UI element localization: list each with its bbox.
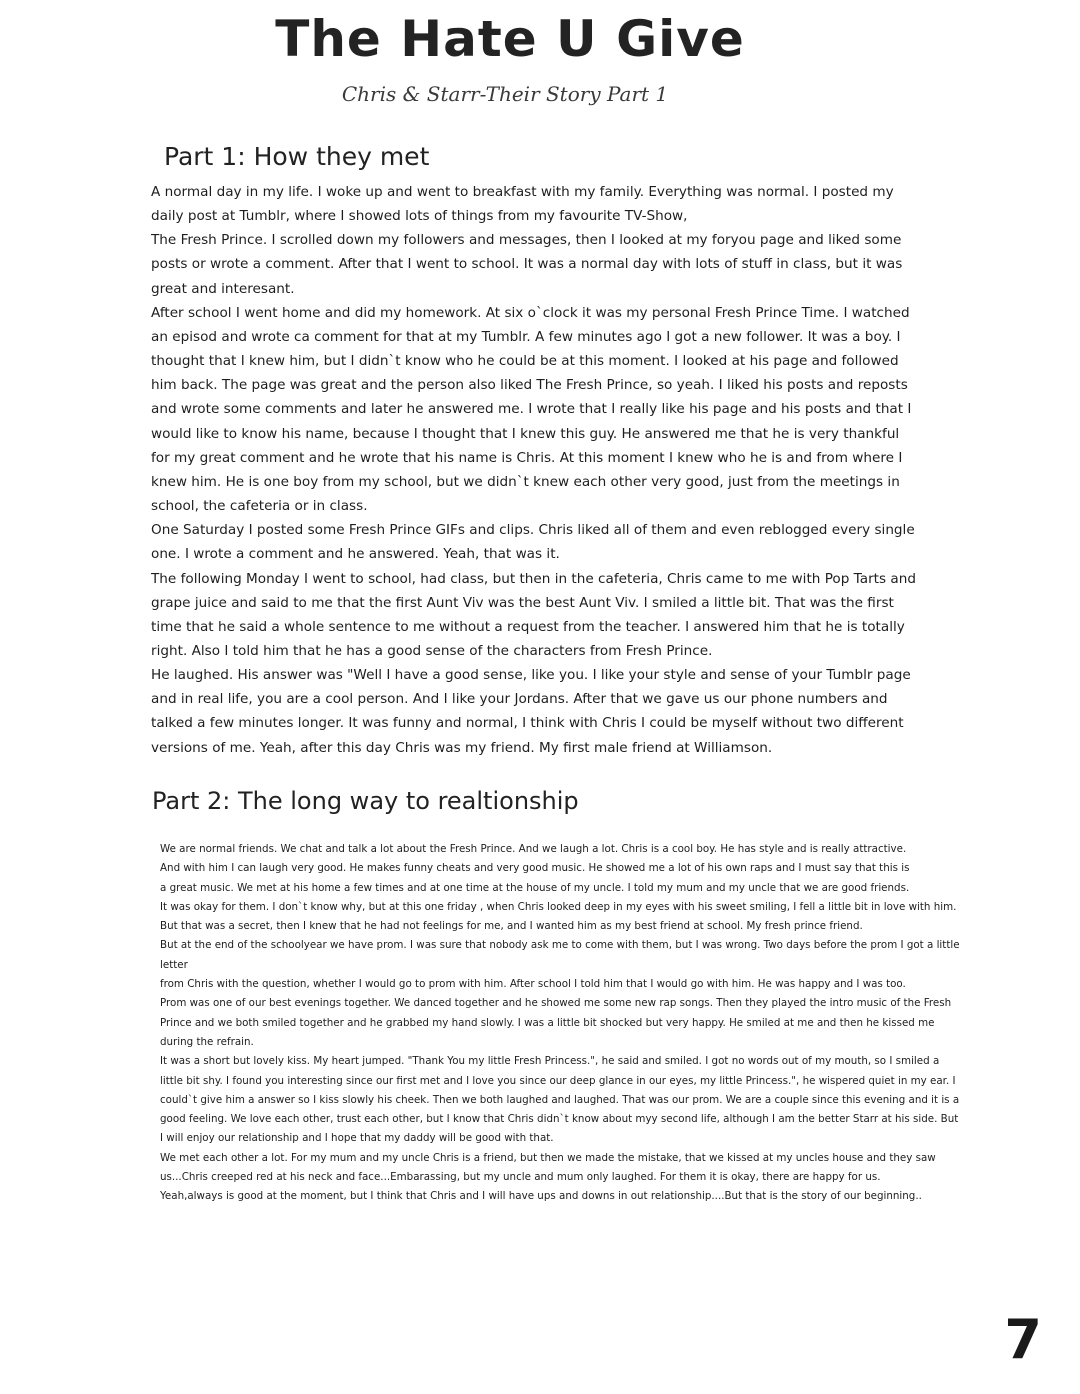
part-1-body <box>151 180 921 760</box>
part-1-paragraph: The Fresh Prince. I scrolled down my followers and messages, then I looked at my foryou page and liked some posts or wrote a comment. After that I went to school. It was a normal day with lots of stuff in class, but it was great and interesant. <box>151 232 903 297</box>
part-2-paragraph: We met each other a lot. For my mum and my uncle Chris is a friend, but then we made the mistake, that we kissed at my uncles house and they saw us...Chris creeped red at his neck and face...Embarassing, but my uncle and mum only laughed. For them it is okay, there are happy for us. <box>160 1151 936 1184</box>
part-2-paragraph: a great music. We met at his home a few times and at one time at the house of my uncle. I told my mum and my uncle that we are good friends. <box>160 881 910 894</box>
part-2-paragraph: Yeah,always is good at the moment, but I think that Chris and I will have ups and downs in out relationship....But that is the story of our beginning.. <box>160 1190 922 1203</box>
part-1-paragraph: He laughed. His answer was "Well I have a good sense, like you. I like your style and sense of your Tumblr page and in real life, you are a cool person. And I like your Jordans. After that we gave us our phone numbers and talked a few minutes longer. It was funny and normal, I think with Chris I could be myself without two different versions of me. Yeah, after this day Chris was my friend. My first male friend at Williamson. <box>151 667 911 756</box>
part-2-heading: Part 2: The long way to realtionship <box>152 787 579 815</box>
part-2-paragraph: But at the end of the schoolyear we have prom. I was sure that nobody ask me to come with them, but I was wrong. Two days before the prom I got a little letter <box>160 939 960 971</box>
part-1-paragraph: One Saturday I posted some Fresh Prince GIFs and clips. Chris liked all of them and even reblogged every single one. I wrote a comment and he answered. Yeah, that was it. <box>151 522 915 563</box>
part-2-body <box>160 840 960 1207</box>
part-2-paragraph: But that was a secret, then I knew that he had not feelings for me, and I wanted him as my best friend at school. My fresh prince friend. <box>160 920 863 933</box>
document-title: The Hate U Give <box>275 10 745 68</box>
page-number: 7 <box>1004 1308 1042 1371</box>
part-2-paragraph: It was a short but lovely kiss. My heart jumped. "Thank You my little Fresh Princess.", he said and smiled. I got no words out of my mouth, so I smiled a little bit shy. I found you interesting since our first met and I love you since our deep glance in our eyes, my little Princess.", he wispered quiet in my ear. I could`t give him a answer so I kiss slowly his cheek. Then we both laughed and laughed. That was our prom. We are a couple since this evening and it is a good feeling. We love each other, trust each other, but I know that Chris didn`t know about myy second life, although I am the better Starr at his side. But I will enjoy our relationship and I hope that my daddy will be good with that. <box>160 1055 960 1145</box>
part-1-paragraph: The following Monday I went to school, had class, but then in the cafeteria, Chris came to me with Pop Tarts and grape juice and said to me that the first Aunt Viv was the best Aunt Viv. I smiled a little bit. That was the first time that he said a whole sentence to me without a request from the teacher. I answered him that he is totally right. Also I told him that he has a good sense of the characters from Fresh Prince. <box>151 570 916 659</box>
part-1-heading: Part 1: How they met <box>164 142 430 171</box>
part-2-paragraph: It was okay for them. I don`t know why, but at this one friday , when Chris looked deep in my eyes with his sweet smiling, I fell a little bit in love with him. <box>160 900 957 913</box>
part-2-paragraph: from Chris with the question, whether I would go to prom with him. After school I told him that I would go with him. He was happy and I was too. <box>160 978 906 991</box>
part-1-paragraph: A normal day in my life. I woke up and went to breakfast with my family. Everything was normal. I posted my daily post at Tumblr, where I showed lots of things from my favourite TV-Show, <box>151 184 894 225</box>
part-1-paragraph: After school I went home and did my homework. At six o`clock it was my personal Fresh Prince Time. I watched an episod and wrote ca comment for that at my Tumblr. A few minutes ago I got a new follower. It was a boy. I thought that I knew him, but I didn`t know who he could be at this moment. I looked at his page and followed him back. The page was great and the person also liked The Fresh Prince, so yeah. I liked his posts and reposts and wrote some comments and later he answered me. I wrote that I really like his page and his posts and that I would like to know his name, because I thought that I knew this guy. He answered me that he is very thankful for my great comment and he wrote that his name is Chris. At this moment I knew who he is and from where I knew him. He is one boy from my school, but we didn`t knew each other very good, just from the meetings in school, the cafeteria or in class. <box>151 304 912 515</box>
part-2-paragraph: Prom was one of our best evenings together. We danced together and he showed me some new rap songs. Then they played the intro music of the Fresh Prince and we both smiled together and he grabbed my hand slowly. I was a little bit shocked but very happy. He smiled at me and then he kissed me during the refrain. <box>160 997 952 1048</box>
part-2-paragraph: We are normal friends. We chat and talk a lot about the Fresh Prince. And we laugh a lot. Chris is a cool boy. He has style and is really attractive. <box>160 843 907 855</box>
document-subtitle: Chris & Starr-Their Story Part 1 <box>341 82 669 106</box>
part-2-paragraph: And with him I can laugh very good. He makes funny cheats and very good music. He showed me a lot of his own raps and I must say that this is <box>160 862 910 875</box>
